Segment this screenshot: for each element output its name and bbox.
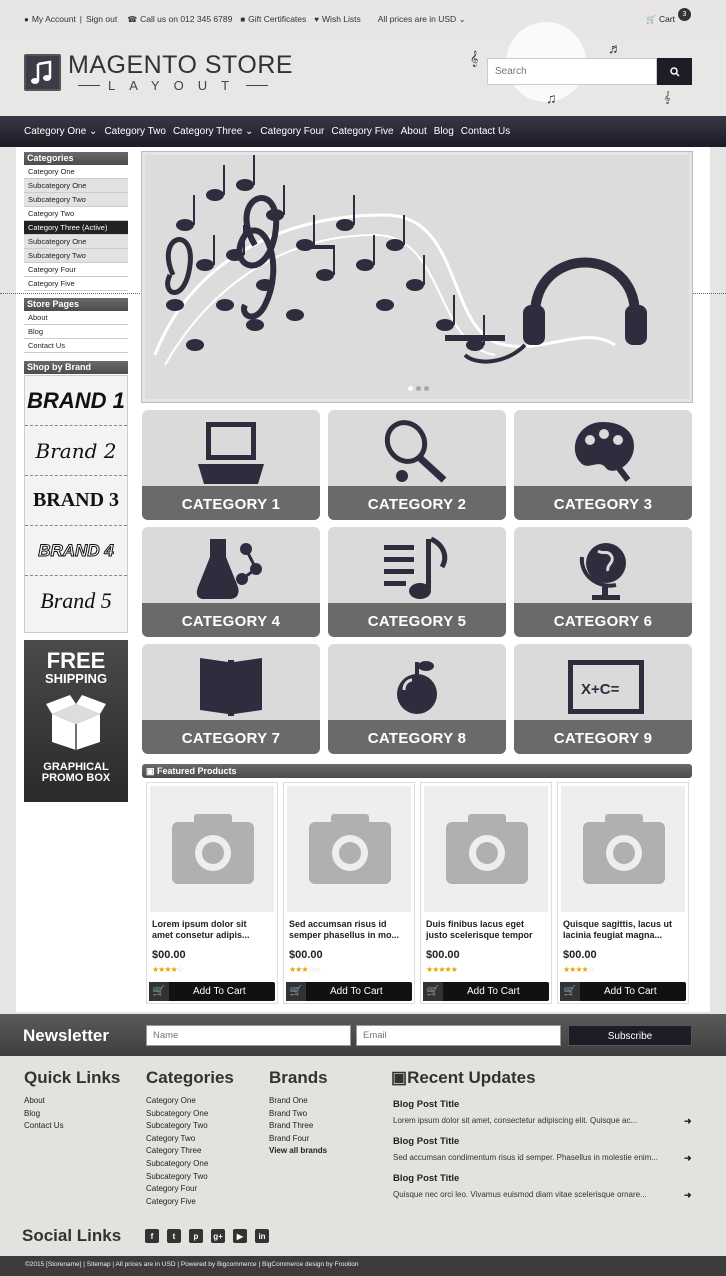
sidebar-subcategory[interactable]: Subcategory Two <box>24 193 128 207</box>
nav-category-three[interactable] <box>173 126 253 137</box>
chevron-down-icon: ⌄ <box>458 14 466 24</box>
sign-out-link[interactable]: Sign out <box>86 14 118 24</box>
category-tile[interactable] <box>142 527 320 637</box>
cart-icon: 🛒 <box>286 982 306 1001</box>
product-name[interactable] <box>563 919 689 941</box>
heart-icon: ♥ <box>314 15 320 24</box>
sidebar-subcategory[interactable]: Subcategory One <box>24 179 128 193</box>
product-name-line: justo scelerisque tempor <box>426 930 533 940</box>
product-image[interactable] <box>561 786 685 912</box>
camera-icon <box>424 786 548 912</box>
nav-category-two[interactable]: Category Two <box>104 126 166 137</box>
wishlist-link[interactable] <box>314 14 360 25</box>
footer-link[interactable]: Category Four <box>146 1184 198 1194</box>
rating-stars: ★★★☆☆ <box>289 965 320 974</box>
brand-logo[interactable]: Brand 2 <box>25 426 127 476</box>
promo-box[interactable] <box>24 640 128 802</box>
nav-contact-us[interactable]: Contact Us <box>460 126 511 137</box>
tile-label: CATEGORY 2 <box>367 496 467 513</box>
rss-icon: ▣ <box>391 1068 408 1087</box>
footer-link[interactable]: Category One <box>146 1096 196 1105</box>
cart-icon: 🛒 <box>149 982 169 1001</box>
rating-stars: ★★★★☆ <box>152 965 183 974</box>
footer-link[interactable]: Subcategory Two <box>146 1171 208 1181</box>
nav-category-four[interactable]: Category Four <box>260 126 325 137</box>
store-pages-title: Store Pages <box>24 298 128 311</box>
footer-categories-list <box>146 1095 208 1208</box>
svg-text:X+C=: X+C= <box>581 681 620 698</box>
newsletter-name-input[interactable] <box>146 1025 351 1046</box>
product-price: $00.00 <box>563 949 597 961</box>
category-tile[interactable] <box>328 410 506 520</box>
cart-count-badge: 3 <box>678 8 691 21</box>
camera-icon <box>287 786 411 912</box>
footer-link[interactable]: Brand Two <box>269 1108 308 1118</box>
cart-icon: 🛒 <box>423 982 443 1001</box>
music-sheet-icon <box>382 535 452 601</box>
gift-icon: ■ <box>240 15 246 24</box>
laptop-icon <box>196 418 266 484</box>
pinterest-icon[interactable]: p <box>189 1229 203 1243</box>
sidebar-category[interactable]: Category Four <box>24 263 128 277</box>
cart-icon: 🛒 <box>646 15 656 24</box>
product-card[interactable] <box>420 782 552 1004</box>
blog-post-excerpt: Quisque nec orci leo. Vivamus euismod diam vitae scelerisque ornare... <box>393 1190 647 1199</box>
footer-link[interactable]: Brand Four <box>269 1133 310 1143</box>
category-list <box>24 165 128 291</box>
store-pages-list <box>24 311 128 353</box>
add-to-cart-button[interactable] <box>286 982 412 1001</box>
nav-label: Category One <box>24 126 87 137</box>
product-name[interactable] <box>426 919 552 941</box>
blog-post-title[interactable]: Blog Post Title <box>393 1136 460 1147</box>
blog-post-title[interactable]: Blog Post Title <box>393 1173 460 1184</box>
add-to-cart-label: Add To Cart <box>193 986 246 997</box>
slider-dot[interactable] <box>424 386 429 391</box>
product-name-line: Quisque sagittis, lacus ut <box>563 919 673 929</box>
promo-line: GRAPHICAL <box>43 761 109 773</box>
footer-link[interactable]: Subcategory One <box>146 1108 209 1118</box>
slider-dot[interactable] <box>416 386 421 391</box>
nav-blog[interactable]: Blog <box>433 126 454 137</box>
sidebar-subcategory[interactable]: Subcategory Two <box>24 249 128 263</box>
product-name[interactable] <box>152 919 278 941</box>
category-tile[interactable] <box>328 527 506 637</box>
sidebar-category[interactable]: Category One <box>24 165 128 179</box>
tile-label: CATEGORY 1 <box>181 496 281 513</box>
tile-label: CATEGORY 4 <box>181 613 281 630</box>
logo-title[interactable]: MAGENTO STORE <box>68 51 294 79</box>
search-icon <box>670 67 680 77</box>
category-tile[interactable] <box>142 644 320 754</box>
camera-icon <box>150 786 274 912</box>
social-icons <box>145 1229 269 1243</box>
logo-icon[interactable] <box>24 54 61 91</box>
hero-slider[interactable] <box>142 152 692 402</box>
main-nav <box>0 116 726 147</box>
product-name-line: amet consetur adipis... <box>152 930 250 940</box>
category-tile[interactable] <box>514 410 692 520</box>
product-card[interactable] <box>146 782 278 1004</box>
add-to-cart-button[interactable] <box>149 982 275 1001</box>
flask-icon <box>196 535 266 601</box>
footer-link[interactable]: Category Two <box>146 1133 196 1143</box>
category-tile[interactable] <box>514 527 692 637</box>
blog-post-excerpt: Lorem ipsum dolor sit amet, consectetur adipiscing elit. Quisque ac... <box>393 1116 638 1125</box>
newsletter-bar <box>0 1014 726 1056</box>
account-link[interactable] <box>24 14 76 25</box>
sidebar-category[interactable]: Category Five <box>24 277 128 291</box>
music-note-icon: 𝄞 <box>664 92 671 104</box>
header <box>0 38 726 116</box>
product-image[interactable] <box>287 786 411 912</box>
featured-title-bar <box>142 764 692 778</box>
newsletter-email-input[interactable] <box>356 1025 561 1046</box>
categories-title: Categories <box>24 152 128 165</box>
sidebar-page-blog[interactable]: Blog <box>24 325 128 339</box>
chalkboard-icon <box>568 652 648 718</box>
brand-logo[interactable]: BRAND 3 <box>25 476 127 526</box>
slider-dots <box>408 386 429 391</box>
promo-line: PROMO BOX <box>41 772 111 784</box>
youtube-icon[interactable]: ▶ <box>233 1229 247 1243</box>
footer-link[interactable]: Contact Us <box>24 1121 64 1131</box>
newsletter-title: Newsletter <box>23 1026 109 1045</box>
logo-divider <box>78 85 100 86</box>
music-note-icon: ♫ <box>546 90 557 106</box>
sidebar-page-about[interactable]: About <box>24 311 128 325</box>
currency-select[interactable] <box>378 14 466 25</box>
add-to-cart-label: Add To Cart <box>604 986 657 997</box>
footer-link[interactable]: Category Five <box>146 1196 196 1206</box>
promo-line: FREE <box>46 648 106 673</box>
nav-category-five[interactable]: Category Five <box>331 126 394 137</box>
tennis-racket-icon <box>382 418 452 484</box>
box-icon <box>44 692 108 752</box>
product-card[interactable] <box>283 782 415 1004</box>
brands-title: Shop by Brand <box>24 361 128 374</box>
tile-label: CATEGORY 8 <box>367 730 467 747</box>
product-image[interactable] <box>424 786 548 912</box>
logo-subtitle: LAYOUT <box>108 78 244 93</box>
footer-link[interactable]: Brand Three <box>269 1121 314 1131</box>
product-name-line: Sed accumsan risus id <box>289 919 387 929</box>
footer-brands-list <box>269 1095 327 1158</box>
divider: | <box>79 14 82 24</box>
account-label: My Account <box>31 14 76 24</box>
call-us <box>127 14 232 25</box>
music-notes-banner <box>145 155 689 399</box>
quick-links-title: Quick Links <box>24 1068 121 1087</box>
featured-title: Featured Products <box>157 766 237 776</box>
product-name-line: lacinia feugiat magna... <box>563 930 663 940</box>
footer-link[interactable]: About <box>24 1096 45 1105</box>
rss-icon: ▣ <box>146 766 158 776</box>
chevron-down-icon: ⌄ <box>89 126 98 137</box>
gift-link[interactable] <box>240 14 306 25</box>
category-tile[interactable] <box>142 410 320 520</box>
blog-post-excerpt: Sed accumsan condimentum risus id semper. Phasellus in molestie enim... <box>393 1153 659 1162</box>
category-tile[interactable] <box>328 644 506 754</box>
phone-icon: ☎ <box>127 15 138 24</box>
add-to-cart-label: Add To Cart <box>467 986 520 997</box>
linkedin-icon[interactable]: in <box>255 1229 269 1243</box>
twitter-icon[interactable]: t <box>167 1229 181 1243</box>
gift-label: Gift Certificates <box>248 14 307 24</box>
nav-about[interactable]: About <box>400 126 427 137</box>
copyright: ©2015 [Storename] | Sitemap | All prices are in USD | Powered by Bigcommerce | BigCommerce design by Frootion <box>0 1256 726 1276</box>
arrow-right-icon[interactable]: ➜ <box>684 1153 692 1163</box>
sidebar-category-active[interactable]: Category Three (Active) <box>24 221 128 235</box>
footer-brands-title: Brands <box>269 1068 328 1087</box>
chevron-down-icon: ⌄ <box>245 126 254 137</box>
promo-line: SHIPPING <box>44 671 108 686</box>
brand-list <box>24 375 128 633</box>
sidebar-subcategory[interactable]: Subcategory One <box>24 235 128 249</box>
search-input[interactable] <box>487 58 657 85</box>
music-note-icon: 𝄞 <box>470 50 479 66</box>
quick-links-list <box>24 1095 64 1133</box>
product-name[interactable] <box>289 919 415 941</box>
add-to-cart-label: Add To Cart <box>330 986 383 997</box>
product-name-line: Duis finibus lacus eget <box>426 919 525 929</box>
tile-label: CATEGORY 5 <box>367 613 467 630</box>
view-all-brands-link[interactable]: View all brands <box>269 1146 328 1156</box>
tile-label: CATEGORY 6 <box>553 613 653 630</box>
brand-logo[interactable]: BRAND 4 <box>25 526 127 576</box>
music-note-icon: ♬ <box>608 40 622 56</box>
top-links <box>24 14 466 25</box>
product-price: $00.00 <box>289 949 323 961</box>
search-button[interactable] <box>657 58 692 85</box>
cart-link[interactable] <box>646 14 675 24</box>
add-to-cart-button[interactable] <box>423 982 549 1001</box>
rating-stars: ★★★★★ <box>426 965 457 974</box>
call-label: Call us on 012 345 6789 <box>140 14 233 24</box>
arrow-right-icon[interactable]: ➜ <box>684 1116 692 1126</box>
footer-categories-title: Categories <box>146 1068 234 1087</box>
product-price: $00.00 <box>426 949 460 961</box>
currency-label: All prices are in USD <box>377 14 457 24</box>
tile-label: CATEGORY 9 <box>553 730 653 747</box>
recent-updates-title <box>391 1068 536 1088</box>
category-tile[interactable] <box>514 644 692 754</box>
product-image[interactable] <box>150 786 274 912</box>
subscribe-button[interactable]: Subscribe <box>568 1025 692 1046</box>
social-links-title: Social Links <box>22 1226 122 1245</box>
palette-icon <box>568 418 638 484</box>
camera-icon <box>561 786 685 912</box>
footer-link[interactable]: Subcategory Two <box>146 1121 208 1131</box>
brand-logo[interactable]: Brand 5 <box>40 588 112 613</box>
footer-link[interactable]: Blog <box>24 1108 41 1118</box>
user-icon: ● <box>24 15 29 24</box>
brand-logo[interactable]: BRAND 1 <box>25 376 127 426</box>
cart-icon: 🛒 <box>560 982 580 1001</box>
footer-link[interactable]: Subcategory One <box>146 1158 209 1168</box>
footer-link[interactable]: Category Three <box>146 1146 202 1156</box>
top-bar <box>0 0 726 38</box>
add-to-cart-button[interactable] <box>560 982 686 1001</box>
nav-category-one[interactable] <box>24 126 97 137</box>
logo-divider <box>246 85 268 86</box>
product-card[interactable] <box>557 782 689 1004</box>
tile-label: CATEGORY 7 <box>181 730 281 747</box>
book-icon <box>196 652 266 718</box>
google-plus-icon[interactable]: g+ <box>211 1229 225 1243</box>
recent-updates-label: Recent Updates <box>407 1068 536 1087</box>
product-name-line: semper phasellus in mo... <box>289 930 400 940</box>
blog-post-title[interactable]: Blog Post Title <box>393 1099 460 1110</box>
apple-icon <box>382 652 452 718</box>
arrow-right-icon[interactable]: ➜ <box>684 1190 692 1200</box>
product-name-line: Lorem ipsum dolor sit <box>152 919 247 929</box>
cart-label: Cart <box>658 14 676 24</box>
sidebar-category[interactable]: Category Two <box>24 207 128 221</box>
sidebar-page-contact[interactable]: Contact Us <box>24 339 128 353</box>
globe-icon <box>568 535 638 601</box>
footer-link[interactable]: Brand One <box>269 1096 308 1105</box>
product-price: $00.00 <box>152 949 186 961</box>
tile-label: CATEGORY 3 <box>553 496 653 513</box>
rating-stars: ★★★★☆ <box>563 965 594 974</box>
wishlist-label: Wish Lists <box>322 14 361 24</box>
slider-dot[interactable] <box>408 386 413 391</box>
facebook-icon[interactable]: f <box>145 1229 159 1243</box>
nav-label: Category Three <box>172 126 243 137</box>
